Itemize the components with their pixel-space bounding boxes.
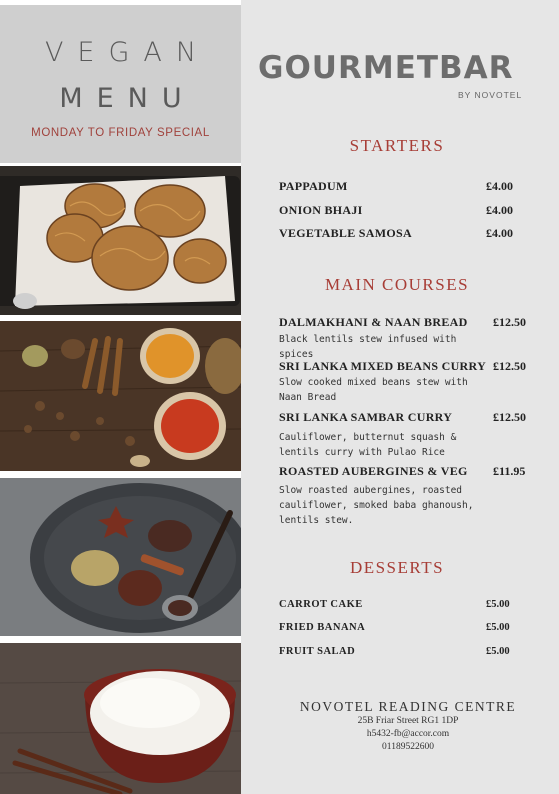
main-desc: Slow roasted aubergines, roasted cauliflower, smoked baba ghanoush, lentils stew. [279,485,474,526]
starter-item: PAPPADUM [279,179,348,193]
main-desc: Cauliflower, butternut squash & lentils curry with Pulao Rice [279,432,457,458]
main-courses-heading: MAIN COURSES [324,275,470,294]
main-price: £11.95 [493,464,526,478]
venue-phone: 01189522600 [382,742,434,752]
venue-address: 25B Friar Street RG1 1DP [357,716,459,726]
main-item: SRI LANKA SAMBAR CURRY [279,410,453,424]
gourmetbar-logo: GOURMETBAR [258,50,514,86]
dessert-item: CARROT CAKE [279,599,363,610]
main-price: £12.50 [493,359,526,373]
rice-bowl-photo [0,643,241,794]
main-desc: Slow cooked mixed beans stew with Naan Bread [279,377,468,403]
title-box [0,5,241,163]
starter-price: £4.00 [486,226,513,240]
main-item: SRI LANKA MIXED BEANS CURRY [279,359,487,373]
menu-title-menu: MENU [59,83,196,114]
whole-spices-photo [0,478,241,636]
starter-price: £4.00 [486,203,513,217]
dessert-item: FRUIT SALAD [279,646,356,657]
starters-heading: STARTERS [349,136,445,155]
menu-subtitle: MONDAY TO FRIDAY SPECIAL [31,127,210,139]
desserts-heading: DESSERTS [349,558,445,577]
novotel-logo-sub: BY NOVOTEL [458,90,523,100]
venue-email: h5432-fb@accor.com [366,729,450,739]
venue-name: NOVOTEL READING CENTRE [299,699,517,714]
dessert-item: FRIED BANANA [279,622,366,633]
dessert-price: £5.00 [486,599,510,610]
main-item: ROASTED AUBERGINES & VEG [279,464,468,478]
main-price: £12.50 [493,315,526,329]
spices-photo [0,321,241,471]
left-column [0,0,241,794]
onion-bhaji-photo [0,166,241,315]
menu-title-vegan: VEGAN [44,37,211,68]
dessert-price: £5.00 [486,646,510,657]
starter-item: ONION BHAJI [279,203,363,217]
dessert-price: £5.00 [486,622,510,633]
starter-price: £4.00 [486,179,513,193]
starter-item: VEGETABLE SAMOSA [279,226,412,240]
main-item: DALMAKHANI & NAAN BREAD [279,315,468,329]
main-desc: Black lentils stew infused with spices [279,334,457,360]
main-price: £12.50 [493,410,526,424]
